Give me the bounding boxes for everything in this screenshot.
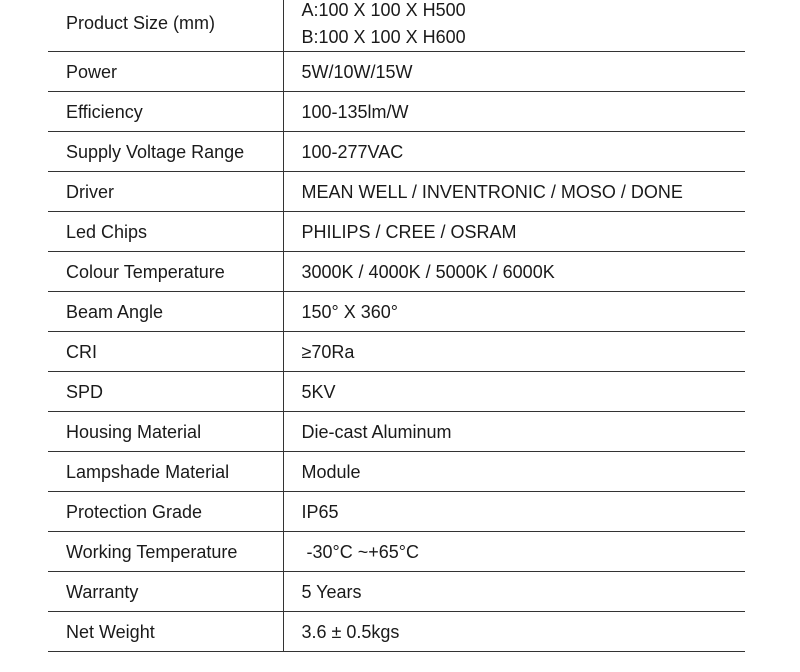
spec-value: Die-cast Aluminum (283, 412, 745, 452)
spec-value: 100-135lm/W (283, 92, 745, 132)
spec-table-body (48, 0, 745, 652)
spec-label: Driver (48, 172, 283, 212)
spec-label: Net Weight (48, 612, 283, 652)
spec-value (283, 0, 745, 52)
spec-label: Lampshade Material (48, 452, 283, 492)
spec-row-protection-grade (48, 492, 745, 532)
spec-row-colour-temperature (48, 252, 745, 292)
spec-row-led-chips (48, 212, 745, 252)
spec-value: MEAN WELL / INVENTRONIC / MOSO / DONE (283, 172, 745, 212)
spec-row-efficiency (48, 92, 745, 132)
spec-label: Supply Voltage Range (48, 132, 283, 172)
spec-value: 5 Years (283, 572, 745, 612)
spec-label: Led Chips (48, 212, 283, 252)
spec-label: Power (48, 52, 283, 92)
spec-value: -30°C ~+65°C (283, 532, 745, 572)
spec-value: IP65 (283, 492, 745, 532)
spec-row-spd (48, 372, 745, 412)
spec-value-line-a: A:100 X 100 X H500 (301, 0, 466, 20)
spec-label: Protection Grade (48, 492, 283, 532)
spec-value: 3.6 ± 0.5kgs (283, 612, 745, 652)
spec-label: Product Size (mm) (48, 0, 283, 52)
spec-label: Warranty (48, 572, 283, 612)
spec-value: Module (283, 452, 745, 492)
spec-row-driver (48, 172, 745, 212)
spec-row-net-weight (48, 612, 745, 652)
spec-label: Beam Angle (48, 292, 283, 332)
spec-label: Housing Material (48, 412, 283, 452)
spec-row-cri (48, 332, 745, 372)
spec-label: SPD (48, 372, 283, 412)
spec-row-supply-voltage (48, 132, 745, 172)
spec-row-lampshade-material (48, 452, 745, 492)
spec-label: Colour Temperature (48, 252, 283, 292)
spec-value-line-b: B:100 X 100 X H600 (301, 27, 466, 47)
spec-label: Efficiency (48, 92, 283, 132)
spec-value: PHILIPS / CREE / OSRAM (283, 212, 745, 252)
spec-value: 3000K / 4000K / 5000K / 6000K (283, 252, 745, 292)
spec-value: 5W/10W/15W (283, 52, 745, 92)
spec-row-power (48, 52, 745, 92)
spec-value: ≥70Ra (283, 332, 745, 372)
spec-value: 5KV (283, 372, 745, 412)
spec-row-beam-angle (48, 292, 745, 332)
spec-label: CRI (48, 332, 283, 372)
spec-row-housing-material (48, 412, 745, 452)
spec-row-working-temperature (48, 532, 745, 572)
spec-row-product-size (48, 0, 745, 52)
spec-value: 150° X 360° (283, 292, 745, 332)
spec-table (48, 0, 745, 652)
spec-label: Working Temperature (48, 532, 283, 572)
spec-row-warranty (48, 572, 745, 612)
spec-value: 100-277VAC (283, 132, 745, 172)
